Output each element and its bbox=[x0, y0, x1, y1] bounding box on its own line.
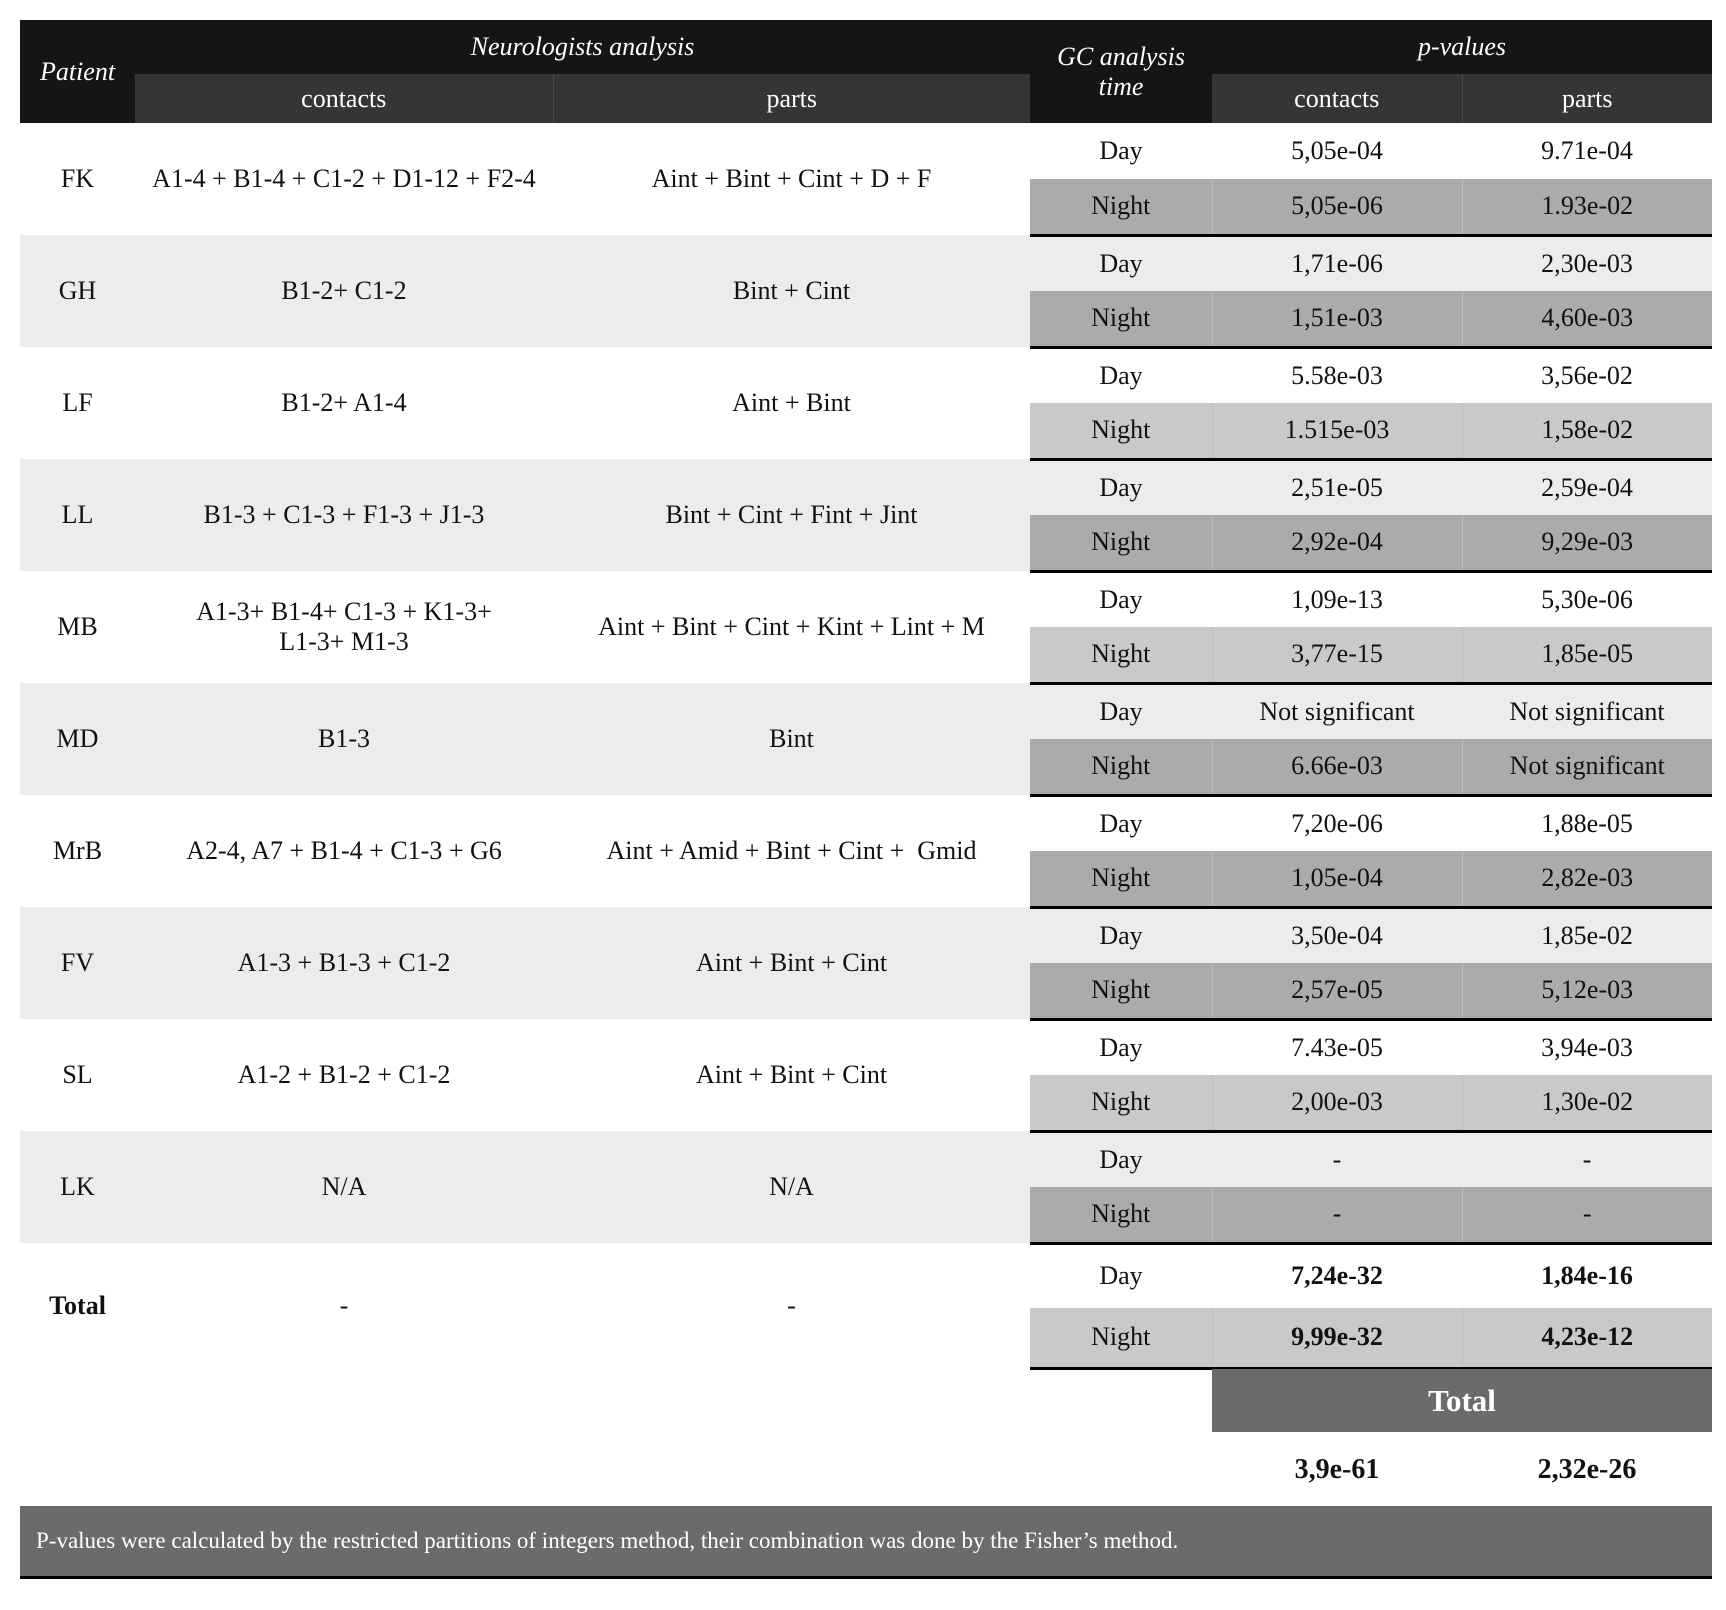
parts-cell: Aint + Bint + Cint + D + F bbox=[553, 123, 1030, 235]
pvalue-contacts: 2,00e-03 bbox=[1212, 1075, 1462, 1131]
combined-pvalue-parts: 2,32e-26 bbox=[1537, 1454, 1637, 1485]
header-parts: parts bbox=[553, 74, 1030, 123]
pvalue-contacts: - bbox=[1212, 1131, 1462, 1187]
time-night: Night bbox=[1030, 851, 1212, 907]
time-night: Night bbox=[1030, 179, 1212, 235]
table-row bbox=[20, 235, 1712, 291]
time-night: Night bbox=[1030, 1075, 1212, 1131]
pvalue-parts: 1,58e-02 bbox=[1462, 403, 1712, 459]
pvalue-contacts: 7,20e-06 bbox=[1212, 795, 1462, 851]
time-day: Day bbox=[1030, 1019, 1212, 1075]
footnote-text: P-values were calculated by the restricted partitions of integers method, their combination was done by the Fisher’s method. bbox=[36, 1528, 1179, 1553]
header-pv-contacts: contacts bbox=[1212, 74, 1462, 123]
table-row bbox=[20, 907, 1712, 963]
pvalue-parts: 2,82e-03 bbox=[1462, 851, 1712, 907]
patient-id: MB bbox=[20, 571, 135, 683]
pvalue-parts: 3,94e-03 bbox=[1462, 1019, 1712, 1075]
table-row bbox=[20, 1131, 1712, 1187]
table-row bbox=[20, 683, 1712, 739]
footnote bbox=[20, 1506, 1712, 1576]
pvalue-parts: 3,56e-02 bbox=[1462, 347, 1712, 403]
time-day: Day bbox=[1030, 683, 1212, 739]
time-night: Night bbox=[1030, 739, 1212, 795]
pvalue-contacts: 2,51e-05 bbox=[1212, 459, 1462, 515]
pvalue-parts: 1,88e-05 bbox=[1462, 795, 1712, 851]
time-night: Night bbox=[1030, 1187, 1212, 1243]
time-day: Day bbox=[1030, 123, 1212, 179]
time-night: Night bbox=[1030, 515, 1212, 571]
total-label: Total bbox=[20, 1243, 135, 1368]
parts-cell: Bint + Cint + Fint + Jint bbox=[553, 459, 1030, 571]
time-day: Day bbox=[1030, 1131, 1212, 1187]
contacts-cell: A1-3 + B1-3 + C1-2 bbox=[135, 907, 553, 1019]
time-night: Night bbox=[1030, 963, 1212, 1019]
contacts-cell: A1-4 + B1-4 + C1-2 + D1-12 + F2-4 bbox=[135, 123, 553, 235]
pvalue-parts: 1.93e-02 bbox=[1462, 179, 1712, 235]
total-parts-cell: - bbox=[553, 1243, 1030, 1368]
pvalue-parts: 5,12e-03 bbox=[1462, 963, 1712, 1019]
parts-cell: Bint bbox=[553, 683, 1030, 795]
pvalue-contacts: 7.43e-05 bbox=[1212, 1019, 1462, 1075]
parts-cell: Aint + Amid + Bint + Cint + Gmid bbox=[553, 795, 1030, 907]
total-contacts-cell: - bbox=[135, 1243, 553, 1368]
total-pvalue-contacts: 7,24e-32 bbox=[1212, 1243, 1462, 1308]
contacts-cell: B1-2+ A1-4 bbox=[135, 347, 553, 459]
header-gc-analysis-time bbox=[1030, 20, 1212, 123]
patient-id: LF bbox=[20, 347, 135, 459]
patient-id: GH bbox=[20, 235, 135, 347]
header-patient: Patient bbox=[20, 20, 135, 123]
pvalue-contacts: 5,05e-06 bbox=[1212, 179, 1462, 235]
contacts-cell: N/A bbox=[135, 1131, 553, 1243]
table-row bbox=[20, 571, 1712, 627]
pvalue-contacts: 6.66e-03 bbox=[1212, 739, 1462, 795]
time-day: Day bbox=[1030, 235, 1212, 291]
time-night: Night bbox=[1030, 291, 1212, 347]
time-day: Day bbox=[1030, 459, 1212, 515]
parts-cell: Aint + Bint + Cint bbox=[553, 1019, 1030, 1131]
pvalue-parts: - bbox=[1462, 1187, 1712, 1243]
contacts-cell: B1-3 + C1-3 + F1-3 + J1-3 bbox=[135, 459, 553, 571]
pvalue-contacts: 3,50e-04 bbox=[1212, 907, 1462, 963]
patient-id: LL bbox=[20, 459, 135, 571]
time-day: Day bbox=[1030, 1243, 1212, 1308]
pvalue-parts: 2,30e-03 bbox=[1462, 235, 1712, 291]
contacts-cell: A2-4, A7 + B1-4 + C1-3 + G6 bbox=[135, 795, 553, 907]
pvalue-contacts: 3,77e-15 bbox=[1212, 627, 1462, 683]
patient-id: LK bbox=[20, 1131, 135, 1243]
parts-cell: Aint + Bint + Cint + Kint + Lint + M bbox=[553, 571, 1030, 683]
table-row bbox=[20, 347, 1712, 403]
header-neurologists-analysis: Neurologists analysis bbox=[135, 20, 1030, 74]
parts-cell: Aint + Bint + Cint bbox=[553, 907, 1030, 1019]
pvalue-contacts: 1,71e-06 bbox=[1212, 235, 1462, 291]
header-contacts: contacts bbox=[135, 74, 553, 123]
time-day: Day bbox=[1030, 347, 1212, 403]
bottom-rule bbox=[20, 1576, 1712, 1579]
patient-id: MrB bbox=[20, 795, 135, 907]
total-pvalue-parts: 4,23e-12 bbox=[1462, 1308, 1712, 1368]
header-pv-parts: parts bbox=[1462, 74, 1712, 123]
contacts-cell: A1-3+ B1-4+ C1-3 + K1-3+ L1-3+ M1-3 bbox=[135, 571, 553, 683]
table-row bbox=[20, 795, 1712, 851]
pvalue-contacts: 1,51e-03 bbox=[1212, 291, 1462, 347]
pvalue-parts: 4,60e-03 bbox=[1462, 291, 1712, 347]
patient-id: SL bbox=[20, 1019, 135, 1131]
pvalue-parts: 1,85e-05 bbox=[1462, 627, 1712, 683]
pvalue-parts: 5,30e-06 bbox=[1462, 571, 1712, 627]
patient-id: FK bbox=[20, 123, 135, 235]
header-p-values: p-values bbox=[1212, 20, 1712, 74]
table-row bbox=[20, 459, 1712, 515]
time-day: Day bbox=[1030, 571, 1212, 627]
pvalue-parts: 1,30e-02 bbox=[1462, 1075, 1712, 1131]
parts-cell: N/A bbox=[553, 1131, 1030, 1243]
time-day: Day bbox=[1030, 795, 1212, 851]
pvalue-contacts: 2,57e-05 bbox=[1212, 963, 1462, 1019]
pvalue-parts: - bbox=[1462, 1131, 1712, 1187]
contacts-cell: B1-2+ C1-2 bbox=[135, 235, 553, 347]
table-row bbox=[20, 123, 1712, 179]
parts-cell: Bint + Cint bbox=[553, 235, 1030, 347]
header-gc-line2: time bbox=[1098, 71, 1144, 101]
pvalue-contacts: 1.515e-03 bbox=[1212, 403, 1462, 459]
pvalue-parts: 1,85e-02 bbox=[1462, 907, 1712, 963]
table-row bbox=[20, 1019, 1712, 1075]
pvalue-contacts: Not significant bbox=[1212, 683, 1462, 739]
total-pvalue-parts: 1,84e-16 bbox=[1462, 1243, 1712, 1308]
pvalue-contacts: 1,09e-13 bbox=[1212, 571, 1462, 627]
pvalue-contacts: 5,05e-04 bbox=[1212, 123, 1462, 179]
parts-cell: Aint + Bint bbox=[553, 347, 1030, 459]
time-night: Night bbox=[1030, 403, 1212, 459]
results-table bbox=[20, 20, 1712, 1370]
time-night: Night bbox=[1030, 1308, 1212, 1368]
patient-id: MD bbox=[20, 683, 135, 795]
header-gc-line1: GC analysis bbox=[1057, 41, 1185, 71]
contacts-cell: A1-2 + B1-2 + C1-2 bbox=[135, 1019, 553, 1131]
total-pvalue-contacts: 9,99e-32 bbox=[1212, 1308, 1462, 1368]
pvalue-parts: 9.71e-04 bbox=[1462, 123, 1712, 179]
pvalue-parts: Not significant bbox=[1462, 739, 1712, 795]
pvalue-contacts: 2,92e-04 bbox=[1212, 515, 1462, 571]
time-night: Night bbox=[1030, 627, 1212, 683]
pvalue-parts: Not significant bbox=[1462, 683, 1712, 739]
pvalue-parts: 2,59e-04 bbox=[1462, 459, 1712, 515]
contacts-cell: B1-3 bbox=[135, 683, 553, 795]
patient-id: FV bbox=[20, 907, 135, 1019]
pvalue-parts: 9,29e-03 bbox=[1462, 515, 1712, 571]
pvalue-contacts: - bbox=[1212, 1187, 1462, 1243]
pvalue-contacts: 1,05e-04 bbox=[1212, 851, 1462, 907]
total-row bbox=[20, 1243, 1712, 1308]
combined-pvalue-contacts: 3,9e-61 bbox=[1294, 1454, 1380, 1485]
time-day: Day bbox=[1030, 907, 1212, 963]
pvalue-contacts: 5.58e-03 bbox=[1212, 347, 1462, 403]
combined-total-header: Total bbox=[1212, 1369, 1712, 1432]
